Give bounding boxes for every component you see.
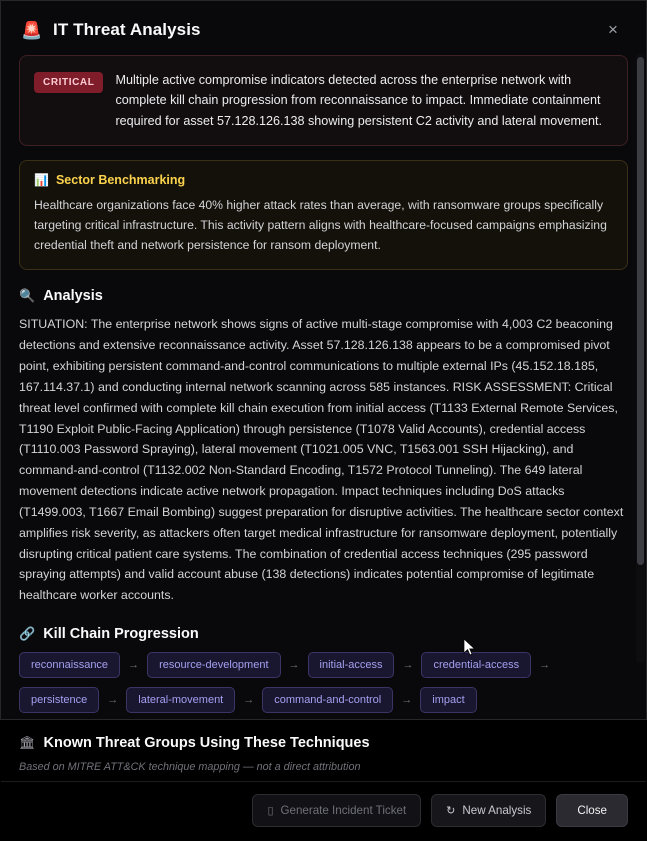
analysis-header: [19, 288, 628, 304]
killchain-stage[interactable]: credential-access: [421, 652, 531, 678]
killchain-arrow-icon: →: [128, 659, 140, 672]
sector-benchmarking-title: Sector Benchmarking: [55, 173, 186, 188]
killchain-stage[interactable]: persistence: [19, 687, 99, 713]
scrollbar-thumb[interactable]: [637, 57, 644, 565]
killchain-stage[interactable]: command-and-control: [262, 687, 393, 713]
killchain-stage[interactable]: lateral-movement: [126, 687, 235, 713]
modal-header: [1, 1, 646, 55]
killchain-arrow-icon: →: [402, 659, 414, 672]
critical-alert-panel: [19, 55, 628, 146]
modal-body[interactable]: [1, 55, 646, 781]
killchain-arrow-icon: →: [243, 694, 255, 707]
killchain-stage[interactable]: reconnaissance: [19, 652, 120, 678]
bar-chart-icon: 📊: [34, 173, 49, 188]
sector-benchmarking-header: [34, 173, 613, 187]
threat-warning-icon: 🚨: [21, 20, 43, 40]
close-button-label: Close: [577, 804, 607, 818]
generate-incident-ticket-button[interactable]: [252, 794, 421, 827]
bank-icon: 🏛: [19, 735, 36, 751]
killchain-stage[interactable]: impact: [420, 687, 476, 713]
killchain-title: Kill Chain Progression: [43, 626, 199, 643]
killchain-arrow-icon: →: [539, 659, 551, 672]
sector-benchmarking-panel: [19, 160, 628, 270]
status-badge: CRITICAL: [34, 72, 103, 93]
killchain-stage[interactable]: resource-development: [147, 652, 280, 678]
scrollbar-track[interactable]: [636, 53, 645, 663]
killchain-arrow-icon: →: [401, 694, 413, 707]
magnifier-icon: 🔍: [19, 288, 36, 304]
killchain-stage[interactable]: initial-access: [308, 652, 395, 678]
new-analysis-label: New Analysis: [462, 804, 532, 818]
killchain-arrow-icon: →: [107, 694, 119, 707]
critical-alert-text: Multiple active compromise indicators detected across the enterprise network with complete kill chain progression from reconnaissance to impact. Immediate containment required for asset 57.128.126.138 showing persistent C2 activity and lateral movement.: [115, 73, 603, 128]
close-icon[interactable]: ×: [608, 20, 618, 39]
link-icon: 🔗: [19, 626, 36, 642]
new-analysis-button[interactable]: [431, 794, 546, 827]
close-button[interactable]: [556, 794, 628, 827]
ticket-icon: ▯: [267, 805, 274, 818]
refresh-icon: ↻: [446, 805, 456, 818]
sector-benchmarking-text: Healthcare organizations face 40% higher attack rates than average, with ransomware groups specifically targeting critical infrastructure. This activity pattern aligns with healthcare-focused campaigns emphasizing credential theft and network persistence for ransom deployment.: [34, 198, 607, 252]
page-title: IT Threat Analysis: [53, 20, 201, 39]
killchain-progression: [19, 652, 628, 713]
analysis-text: SITUATION: The enterprise network shows signs of active multi-stage compromise with 4,003 C2 beaconing detections and extensive reconnaissance activity. Asset 57.128.126.138 appears to be a compromised pivot point, exhibiting persistent command-and-control communications to multiple external IPs (45.152.18.185, 167.114.37.1) and conducting internal network scanning across 585 instances. RISK ASSESSMENT: Critical threat level confirmed with complete kill chain execution from initial access (T1133 External Remote Services, T1190 Exploit Public-Facing Application) through persistence (T1078 Valid Accounts), credential access (T1110.003 Password Spraying), lateral movement (T1021.005 VNC, T1563.001 SSH Hijacking), and command-and-control (T1132.002 Non-Standard Encoding, T1572 Protocol Tunneling). The 649 lateral movement detections indicate active network propagation. Impact techniques including DoS attacks (T1499.003, T1667 Email Bombing) suggest preparation for disruptive activities. The healthcare sector context amplifies risk severity, as attackers often target medical infrastructure for ransomware deployment, potentially disrupting critical patient care systems. The combination of credential access techniques (295 password spraying attempts) and valid account abuse (138 detections) indicates potential compromise of legitimate healthcare worker accounts.: [19, 317, 624, 603]
modal-footer: [1, 781, 646, 841]
killchain-header: [19, 626, 628, 642]
generate-incident-ticket-label: Generate Incident Ticket: [280, 804, 407, 818]
threat-groups-header: [19, 735, 628, 751]
threat-groups-note: Based on MITRE ATT&CK technique mapping — not a direct attribution: [19, 761, 361, 774]
analysis-title: Analysis: [43, 288, 103, 305]
threat-groups-title: Known Threat Groups Using These Techniques: [43, 735, 370, 752]
killchain-arrow-icon: →: [288, 659, 300, 672]
